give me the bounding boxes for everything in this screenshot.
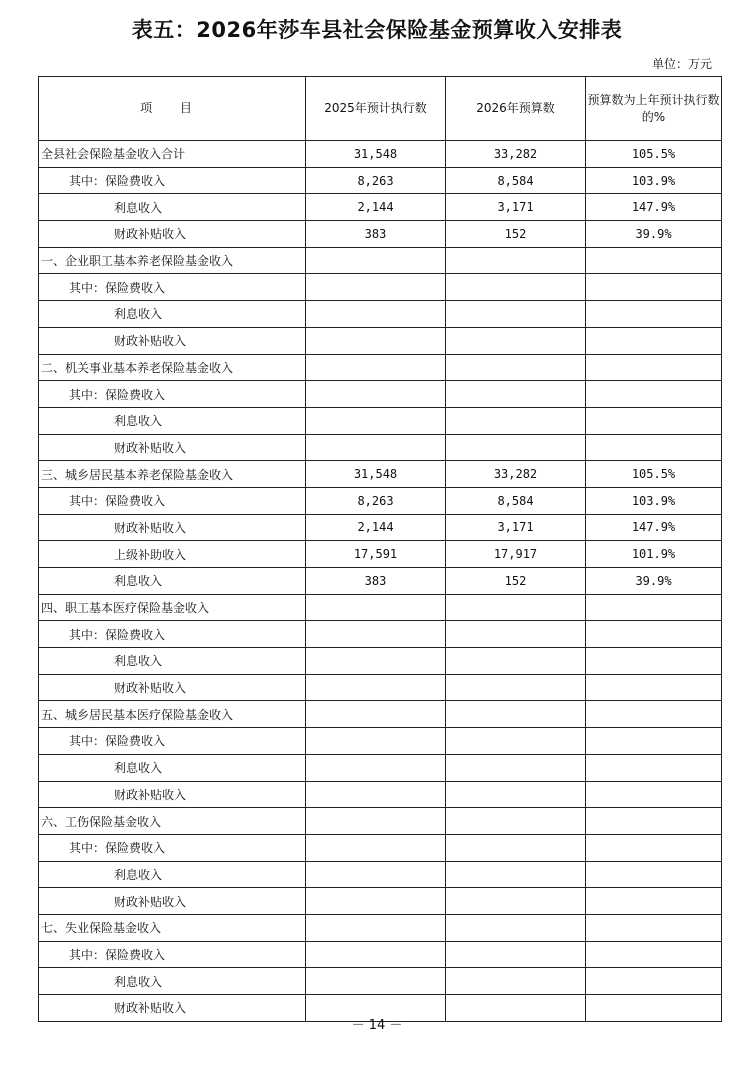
table-row <box>39 434 722 461</box>
cell-budget-2026 <box>446 914 586 941</box>
table-row <box>39 674 722 701</box>
table-row <box>39 354 722 381</box>
table-row <box>39 221 722 248</box>
cell-ratio: 101.9% <box>586 541 722 568</box>
cell-exec-2025 <box>306 381 446 408</box>
table-row <box>39 914 722 941</box>
row-label: 全县社会保险基金收入合计 <box>39 141 306 168</box>
cell-budget-2026 <box>446 941 586 968</box>
cell-budget-2026 <box>446 407 586 434</box>
cell-ratio: 147.9% <box>586 514 722 541</box>
cell-exec-2025: 8,263 <box>306 167 446 194</box>
cell-budget-2026: 8,584 <box>446 487 586 514</box>
row-label: 其中：保险费收入 <box>39 274 306 301</box>
cell-budget-2026 <box>446 968 586 995</box>
cell-ratio <box>586 247 722 274</box>
column-header-budget-2026: 2026年预算数 <box>446 77 586 141</box>
table-row <box>39 781 722 808</box>
row-label: 其中：保险费收入 <box>39 167 306 194</box>
row-label: 利息收入 <box>39 194 306 221</box>
table-row <box>39 568 722 595</box>
cell-budget-2026 <box>446 754 586 781</box>
cell-budget-2026: 152 <box>446 568 586 595</box>
cell-budget-2026 <box>446 301 586 328</box>
cell-exec-2025 <box>306 754 446 781</box>
cell-budget-2026: 17,917 <box>446 541 586 568</box>
row-label: 其中：保险费收入 <box>39 728 306 755</box>
row-label: 其中：保险费收入 <box>39 621 306 648</box>
cell-exec-2025 <box>306 861 446 888</box>
cell-ratio <box>586 968 722 995</box>
cell-ratio <box>586 781 722 808</box>
cell-exec-2025 <box>306 888 446 915</box>
cell-ratio <box>586 434 722 461</box>
table-row <box>39 834 722 861</box>
row-label: 利息收入 <box>39 861 306 888</box>
table-row <box>39 541 722 568</box>
cell-budget-2026 <box>446 701 586 728</box>
cell-budget-2026: 152 <box>446 221 586 248</box>
table-body <box>39 141 722 1022</box>
row-label: 利息收入 <box>39 968 306 995</box>
cell-budget-2026 <box>446 274 586 301</box>
cell-budget-2026: 33,282 <box>446 141 586 168</box>
cell-exec-2025 <box>306 808 446 835</box>
cell-exec-2025 <box>306 701 446 728</box>
cell-ratio: 105.5% <box>586 461 722 488</box>
row-label: 财政补贴收入 <box>39 674 306 701</box>
column-header-exec-2025: 2025年预计执行数 <box>306 77 446 141</box>
table-row <box>39 194 722 221</box>
cell-budget-2026 <box>446 594 586 621</box>
cell-exec-2025: 2,144 <box>306 514 446 541</box>
cell-exec-2025 <box>306 968 446 995</box>
row-label: 其中：保险费收入 <box>39 487 306 514</box>
cell-budget-2026 <box>446 861 586 888</box>
cell-exec-2025 <box>306 834 446 861</box>
cell-ratio <box>586 407 722 434</box>
table-row <box>39 514 722 541</box>
row-label: 其中：保险费收入 <box>39 941 306 968</box>
cell-ratio <box>586 808 722 835</box>
row-label: 利息收入 <box>39 568 306 595</box>
table-row <box>39 327 722 354</box>
cell-exec-2025 <box>306 434 446 461</box>
table-row <box>39 301 722 328</box>
cell-ratio <box>586 754 722 781</box>
cell-exec-2025 <box>306 407 446 434</box>
cell-exec-2025 <box>306 327 446 354</box>
cell-ratio: 39.9% <box>586 568 722 595</box>
cell-ratio <box>586 381 722 408</box>
cell-ratio <box>586 888 722 915</box>
cell-exec-2025: 2,144 <box>306 194 446 221</box>
cell-ratio <box>586 674 722 701</box>
cell-exec-2025: 383 <box>306 568 446 595</box>
cell-ratio: 39.9% <box>586 221 722 248</box>
row-label: 上级补助收入 <box>39 541 306 568</box>
cell-exec-2025 <box>306 621 446 648</box>
cell-exec-2025: 31,548 <box>306 141 446 168</box>
row-label: 一、企业职工基本养老保险基金收入 <box>39 247 306 274</box>
table-row <box>39 941 722 968</box>
cell-budget-2026 <box>446 381 586 408</box>
cell-budget-2026: 8,584 <box>446 167 586 194</box>
row-label: 四、职工基本医疗保险基金收入 <box>39 594 306 621</box>
table-row <box>39 728 722 755</box>
cell-exec-2025 <box>306 674 446 701</box>
table-row <box>39 407 722 434</box>
cell-budget-2026 <box>446 888 586 915</box>
cell-ratio: 103.9% <box>586 487 722 514</box>
cell-budget-2026 <box>446 434 586 461</box>
cell-ratio <box>586 834 722 861</box>
table-row <box>39 167 722 194</box>
cell-ratio <box>586 941 722 968</box>
table-row <box>39 861 722 888</box>
cell-exec-2025 <box>306 274 446 301</box>
cell-ratio <box>586 594 722 621</box>
table-row <box>39 968 722 995</box>
table-row <box>39 701 722 728</box>
table-row <box>39 594 722 621</box>
table-row <box>39 621 722 648</box>
row-label: 七、失业保险基金收入 <box>39 914 306 941</box>
row-label: 财政补贴收入 <box>39 434 306 461</box>
table-row <box>39 247 722 274</box>
cell-budget-2026: 33,282 <box>446 461 586 488</box>
row-label: 其中：保险费收入 <box>39 381 306 408</box>
table-header-row <box>39 77 722 141</box>
cell-budget-2026: 3,171 <box>446 514 586 541</box>
row-label: 三、城乡居民基本养老保险基金收入 <box>39 461 306 488</box>
cell-exec-2025 <box>306 648 446 675</box>
cell-ratio <box>586 621 722 648</box>
table-row <box>39 888 722 915</box>
cell-ratio <box>586 301 722 328</box>
row-label: 财政补贴收入 <box>39 781 306 808</box>
cell-ratio <box>586 354 722 381</box>
cell-ratio <box>586 861 722 888</box>
row-label: 利息收入 <box>39 754 306 781</box>
cell-exec-2025 <box>306 941 446 968</box>
row-label: 六、工伤保险基金收入 <box>39 808 306 835</box>
row-label: 二、机关事业基本养老保险基金收入 <box>39 354 306 381</box>
cell-budget-2026 <box>446 781 586 808</box>
page-number: － 14 － <box>351 1018 403 1033</box>
cell-budget-2026 <box>446 674 586 701</box>
cell-budget-2026 <box>446 354 586 381</box>
row-label: 财政补贴收入 <box>39 221 306 248</box>
cell-ratio <box>586 648 722 675</box>
page-title: 表五：2026年莎车县社会保险基金预算收入安排表 <box>131 18 623 42</box>
table-row <box>39 648 722 675</box>
cell-ratio <box>586 701 722 728</box>
cell-ratio <box>586 728 722 755</box>
row-label: 利息收入 <box>39 648 306 675</box>
cell-ratio: 147.9% <box>586 194 722 221</box>
cell-budget-2026 <box>446 834 586 861</box>
row-label: 财政补贴收入 <box>39 995 306 1022</box>
cell-exec-2025 <box>306 247 446 274</box>
cell-exec-2025 <box>306 914 446 941</box>
row-label: 五、城乡居民基本医疗保险基金收入 <box>39 701 306 728</box>
cell-exec-2025: 31,548 <box>306 461 446 488</box>
row-label: 财政补贴收入 <box>39 514 306 541</box>
cell-exec-2025: 383 <box>306 221 446 248</box>
cell-exec-2025 <box>306 728 446 755</box>
table-row <box>39 808 722 835</box>
cell-budget-2026 <box>446 621 586 648</box>
cell-budget-2026 <box>446 648 586 675</box>
table-row <box>39 141 722 168</box>
cell-ratio <box>586 274 722 301</box>
table-row <box>39 461 722 488</box>
cell-exec-2025 <box>306 301 446 328</box>
budget-table <box>38 76 722 1022</box>
table-row <box>39 487 722 514</box>
cell-budget-2026: 3,171 <box>446 194 586 221</box>
unit-label: 单位：万元 <box>652 57 713 71</box>
cell-exec-2025 <box>306 594 446 621</box>
cell-exec-2025 <box>306 781 446 808</box>
row-label: 财政补贴收入 <box>39 888 306 915</box>
cell-budget-2026 <box>446 247 586 274</box>
row-label: 其中：保险费收入 <box>39 834 306 861</box>
row-label: 财政补贴收入 <box>39 327 306 354</box>
column-header-item: 项 目 <box>39 77 306 141</box>
table-row <box>39 381 722 408</box>
cell-exec-2025: 8,263 <box>306 487 446 514</box>
cell-budget-2026 <box>446 728 586 755</box>
cell-ratio <box>586 914 722 941</box>
column-header-ratio: 预算数为上年预计执行数的% <box>586 77 722 141</box>
row-label: 利息收入 <box>39 301 306 328</box>
table-row <box>39 274 722 301</box>
cell-exec-2025: 17,591 <box>306 541 446 568</box>
cell-ratio: 103.9% <box>586 167 722 194</box>
cell-ratio: 105.5% <box>586 141 722 168</box>
cell-exec-2025 <box>306 354 446 381</box>
table-row <box>39 754 722 781</box>
cell-budget-2026 <box>446 327 586 354</box>
cell-budget-2026 <box>446 808 586 835</box>
cell-ratio <box>586 327 722 354</box>
row-label: 利息收入 <box>39 407 306 434</box>
